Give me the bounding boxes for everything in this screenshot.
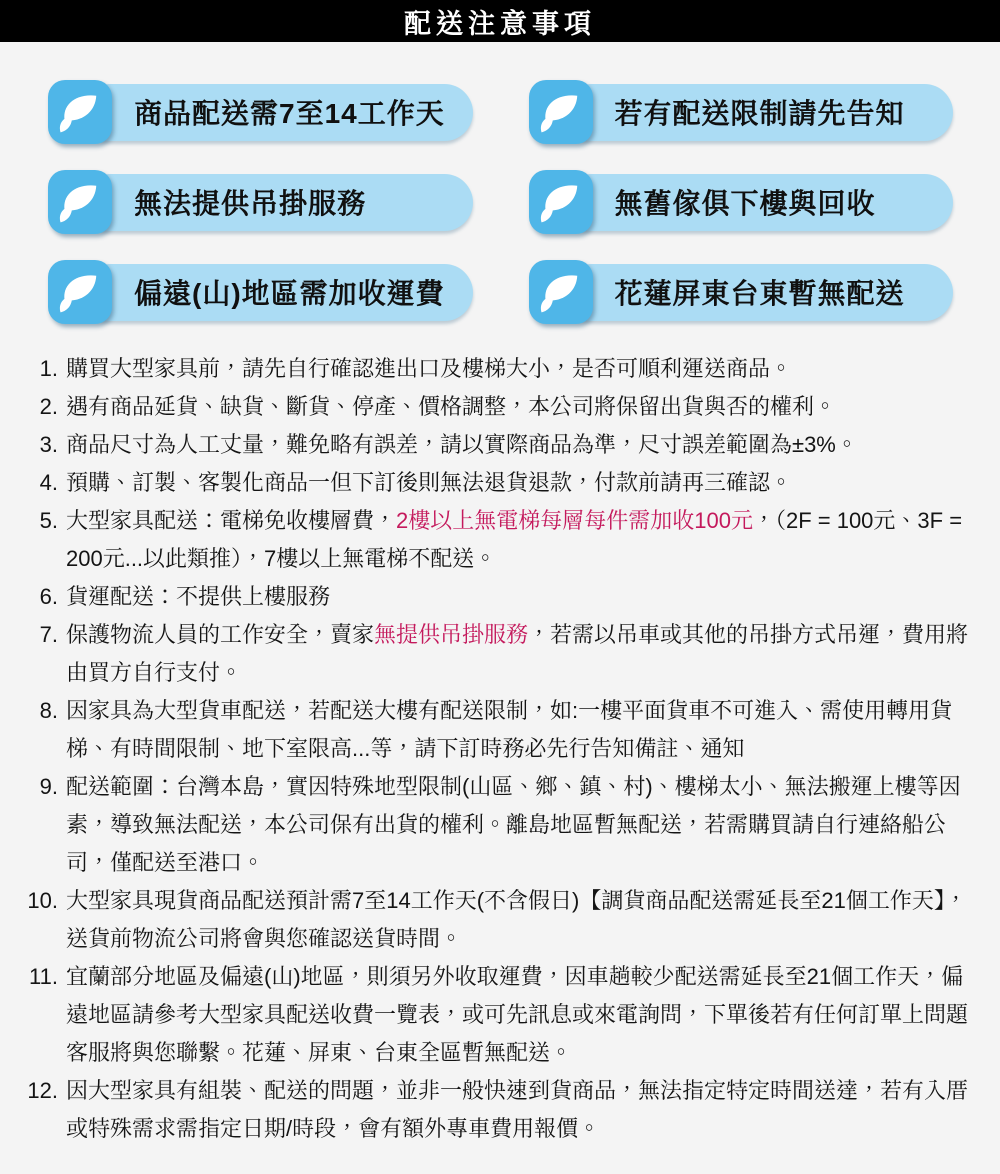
- note-number: 10.: [27, 888, 58, 913]
- note-item: [22, 1072, 982, 1148]
- badge-label: 無法提供吊掛服務: [134, 188, 367, 219]
- note-item: [22, 388, 982, 426]
- note-item: [22, 578, 982, 616]
- note-segment: 大型家具配送：電梯免收樓層費，: [66, 508, 397, 533]
- note-segment: 配送範圍：台灣本島，實因特殊地型限制(山區、鄉、鎮、村)、樓梯太小、無法搬運上樓等因素，導致無法配送，本公司保有出貨的權利。離島地區暫無配送，若需購買請自行連絡船公司，僅配送至港口。: [66, 774, 961, 875]
- header-bar: [0, 0, 1000, 42]
- note-text: [66, 464, 982, 502]
- badge-pill: [48, 80, 473, 144]
- note-text: [66, 768, 982, 882]
- leaf-icon: [529, 260, 593, 324]
- leaf-icon: [529, 170, 593, 234]
- note-segment: 預購、訂製、客製化商品一但下訂後則無法退貨退款，付款前請再三確認。: [66, 470, 793, 495]
- note-segment: 貨運配送：不提供上樓服務: [66, 584, 331, 609]
- leaf-icon: [48, 260, 112, 324]
- note-number: 2.: [39, 394, 58, 419]
- note-segment: 因大型家具有組裝、配送的問題，並非一般快速到貨商品，無法指定特定時間送達，若有入厝或特殊需求需指定日期/時段，會有額外專車費用報價。: [66, 1078, 969, 1141]
- leaf-icon: [48, 80, 112, 144]
- note-number: 11.: [29, 964, 58, 989]
- badge-pill: [529, 260, 954, 324]
- note-number: 6.: [39, 584, 58, 609]
- badge-label: 若有配送限制請先告知: [614, 98, 905, 129]
- badge-label: 無舊傢俱下樓與回收: [614, 188, 876, 219]
- note-text: [66, 882, 982, 958]
- note-number: 5.: [39, 508, 58, 533]
- note-segment: 遇有商品延貨、缺貨、斷貨、停產、價格調整，本公司將保留出貨與否的權利。: [66, 394, 837, 419]
- note-item: [22, 350, 982, 388]
- note-text: [66, 578, 982, 616]
- note-text: [66, 350, 982, 388]
- note-number: 4.: [39, 470, 58, 495]
- badge-pill: [48, 260, 473, 324]
- page-title: 配送注意事項: [404, 8, 596, 39]
- note-text: [66, 388, 982, 426]
- note-segment: 因家具為大型貨車配送，若配送大樓有配送限制，如:一樓平面貨車不可進入、需使用轉用貨梯、有時間限制、地下室限高...等，請下訂時務必先行告知備註、通知: [66, 698, 953, 761]
- leaf-icon: [48, 170, 112, 234]
- note-text: [66, 1072, 982, 1148]
- note-number: 7.: [39, 622, 58, 647]
- note-item: [22, 616, 982, 692]
- note-number: 3.: [39, 432, 58, 457]
- note-number: 9.: [39, 774, 58, 799]
- note-text: [66, 616, 982, 692]
- note-segment: ，若需以吊車或其他的吊掛方式吊運，費用將由買方自行支付。: [66, 622, 969, 685]
- note-segment: 購買大型家具前，請先自行確認進出口及樓梯大小，是否可順利運送商品。: [66, 356, 793, 381]
- note-item: [22, 958, 982, 1072]
- note-segment: ，（2F = 100元、3F = 200元...以此類推），7樓以上無電梯不配送。: [66, 508, 963, 571]
- note-item: [22, 882, 982, 958]
- note-text: [66, 426, 982, 464]
- badge-pill: [48, 170, 473, 234]
- notes-list: [0, 350, 1000, 1174]
- note-segment: 保護物流人員的工作安全，賣家: [66, 622, 375, 647]
- badge-label: 偏遠(山)地區需加收運費: [134, 278, 445, 309]
- note-segment: 宜蘭部分地區及偏遠(山)地區，則須另外收取運費，因車趟較少配送需延長至21個工作天，偏遠地區請參考大型家具配送收費一覽表，或可先訊息或來電詢問，下單後若有任何訂單上問題客服將與您聯繫。花蓮、屏東、台東全區暫無配送。: [66, 964, 969, 1065]
- note-item: [22, 464, 982, 502]
- note-item: [22, 692, 982, 768]
- badge-pill: [529, 80, 954, 144]
- note-text: [66, 502, 982, 578]
- note-item: [22, 502, 982, 578]
- note-number: 8.: [39, 698, 58, 723]
- highlight-text: 無提供吊掛服務: [374, 622, 529, 647]
- badge-label: 商品配送需7至14工作天: [134, 98, 445, 129]
- note-item: [22, 426, 982, 464]
- badge-grid: [0, 42, 1000, 324]
- note-segment: 大型家具現貨商品配送預計需7至14工作天(不含假日)【調貨商品配送需延長至21個工作天】，送貨前物流公司將會與您確認送貨時間。: [66, 888, 967, 951]
- highlight-text: 2樓以上無電梯每層每件需加收100元: [396, 508, 753, 533]
- badge-pill: [529, 170, 954, 234]
- note-segment: 商品尺寸為人工丈量，難免略有誤差，請以實際商品為準，尺寸誤差範圍為±3%。: [66, 432, 858, 457]
- note-text: [66, 692, 982, 768]
- leaf-icon: [529, 80, 593, 144]
- note-number: 1.: [39, 356, 58, 381]
- badge-label: 花蓮屏東台東暫無配送: [614, 278, 905, 309]
- note-item: [22, 768, 982, 882]
- note-text: [66, 958, 982, 1072]
- note-number: 12.: [27, 1078, 58, 1103]
